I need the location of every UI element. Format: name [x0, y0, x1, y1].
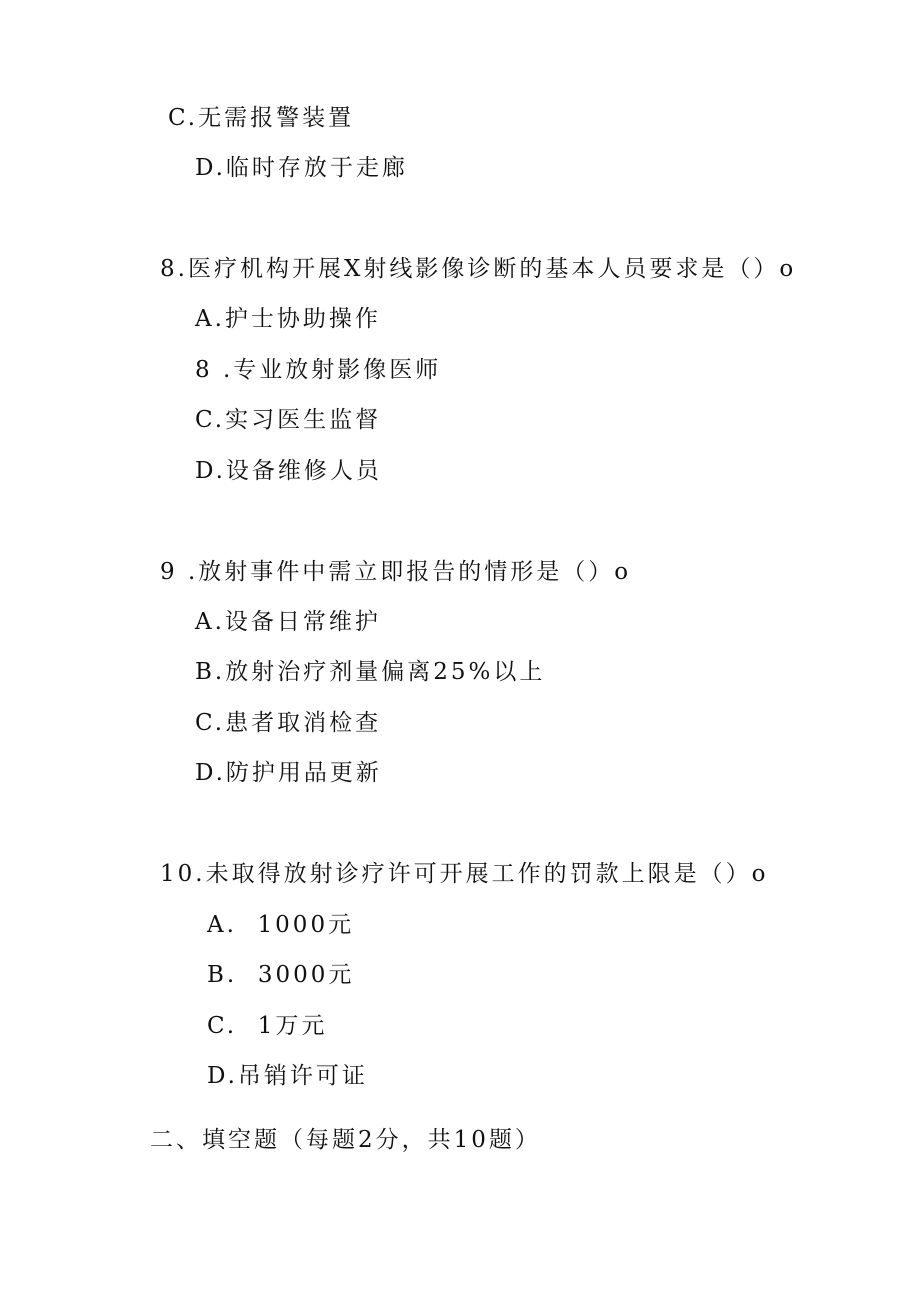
- question-10-option-b: B. 3000元: [207, 962, 355, 988]
- question-9-option-a: A.设备日常维护: [195, 609, 381, 635]
- question-9-option-d: D.防护用品更新: [195, 760, 382, 786]
- question-9-option-c: C.患者取消检查: [195, 710, 382, 736]
- question-10-stem: 10.未取得放射诊疗许可开展工作的罚款上限是（）o: [160, 861, 769, 887]
- question-9-stem: 9 .放射事件中需立即报告的情形是（）o: [160, 559, 632, 585]
- section-heading: 二、填空题（每题2分，共10题）: [150, 1127, 541, 1153]
- question-10-option-c: C. 1万元: [207, 1013, 328, 1039]
- question-9-option-b: B.放射治疗剂量偏离25%以上: [195, 659, 546, 685]
- question-8-stem: 8.医疗机构开展X射线影像诊断的基本人员要求是（）o: [160, 256, 797, 282]
- question-8-option-b: 8 .专业放射影像医师: [195, 357, 442, 383]
- question-10-option-a: A. 1000元: [207, 912, 355, 938]
- option-d-q7: D.临时存放于走廊: [195, 155, 408, 181]
- question-8-option-a: A.护士协助操作: [195, 306, 381, 332]
- question-8-option-c: C.实习医生监督: [195, 407, 382, 433]
- option-c-q7: C.无需报警装置: [168, 105, 355, 131]
- question-8-option-d: D.设备维修人员: [195, 458, 382, 484]
- question-10-option-d: D.吊销许可证: [207, 1063, 368, 1089]
